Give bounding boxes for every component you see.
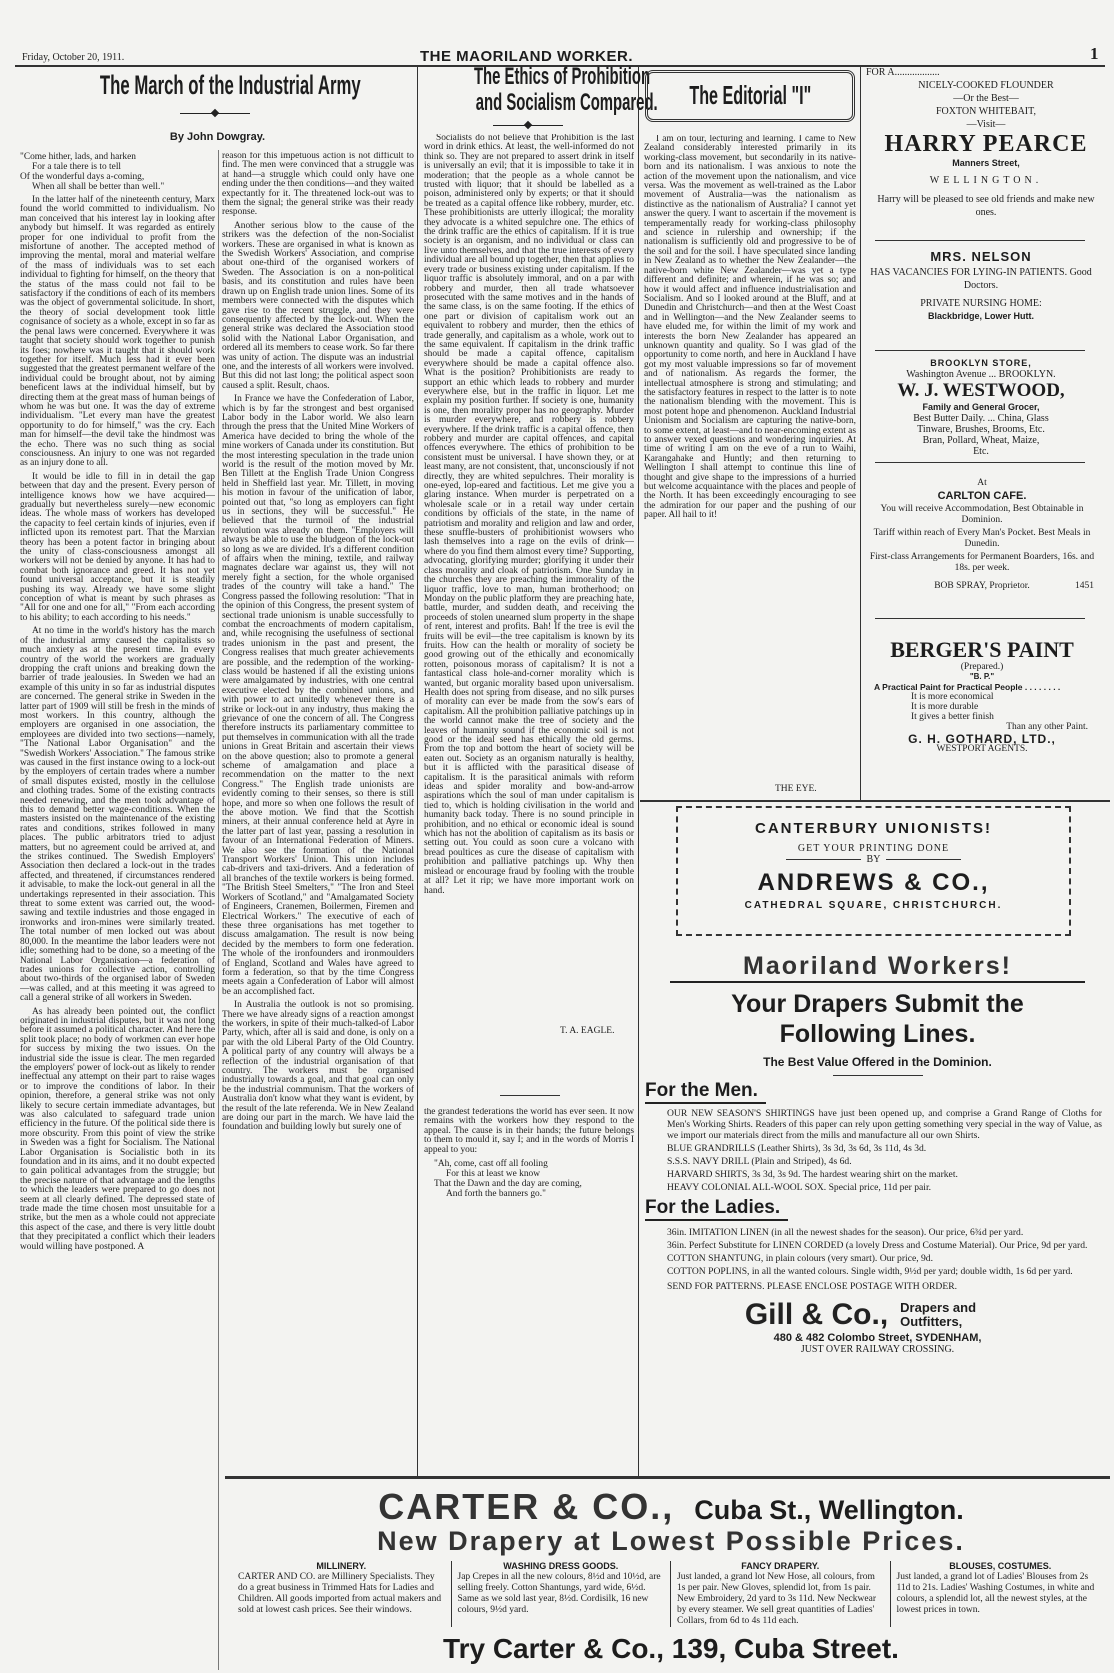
article-title-march bbox=[20, 70, 415, 101]
ad-headline: New Drapery at Lowest Possible Prices. bbox=[377, 1526, 965, 1556]
paragraph: It would be idle to fill in in detail the gap between that day and the present. Every person of intelligence knows how we have acquired—gradually but nevertheless surely—new economic ideas. The whole mass of workers has developed the capacity to feel certain kinds of injuries, even if inflicted upon its remotest part. That the Marxian theory has been a potent factor in bringing about the unity of class-consciousness amongst all workers will not be denied by anyone. It has had to combat both ignorance and greed. It has not yet found universal acceptance, but it is steadily pushing its way. Already we have some slight conception of what is meant by such phrases as "All for one and one for all," "From each according to his ability; to each according to his needs." bbox=[20, 471, 215, 623]
ad-headline: Try Carter & Co., 139, Cuba Street. bbox=[443, 1633, 899, 1664]
ad-text: GET YOUR PRINTING DONE bbox=[797, 843, 950, 854]
ad-text: HAS VACANCIES FOR LYING-IN PATIENTS. Good Doctors. bbox=[870, 267, 1092, 291]
ad-text: It is more economical bbox=[911, 692, 994, 702]
ad-text: WELLINGTON. bbox=[929, 175, 1043, 186]
verse-line: When all shall be better than well." bbox=[32, 182, 165, 192]
ad-divider bbox=[640, 800, 1110, 802]
ad-section bbox=[671, 1561, 891, 1627]
byline: By John Dowgray. bbox=[169, 131, 266, 143]
article-title-ethics bbox=[420, 63, 658, 116]
verse-line: Of the wonderful days a-coming, bbox=[20, 172, 145, 182]
ad-text: JUST OVER RAILWAY CROSSING. bbox=[800, 1344, 955, 1355]
ad-andrews-co bbox=[676, 806, 1071, 936]
ad-bergers-paint bbox=[866, 638, 1098, 754]
ad-text: —Or the Best— bbox=[953, 93, 1019, 104]
ad-divider bbox=[875, 350, 1085, 351]
ad-subheading: MILLINERY. bbox=[316, 1561, 367, 1571]
verse-line: For a tale there is to tell bbox=[32, 162, 122, 172]
article-divider bbox=[500, 1095, 560, 1096]
ad-text: It gives a better finish bbox=[911, 712, 994, 722]
paragraph: reason for this impetuous action is not difficult to find. The men were convinced that a struggle was at hand—a struggle which could only have one ending under the then conditions—and they waited expectantly for it. The threatened lock-out was to them the signal; the general strike was their ready response. bbox=[222, 152, 414, 218]
ad-text: NICELY-COOKED FLOUNDER bbox=[918, 80, 1054, 91]
ad-divider bbox=[875, 240, 1085, 241]
headline-text: The Ethics of Prohibition bbox=[473, 63, 651, 90]
ad-headline: CARTER & CO., bbox=[378, 1486, 675, 1527]
signature: THE EYE. bbox=[775, 784, 817, 794]
paragraph: As has already been pointed out, the conflict originated in industrial disputes, but it was not long before it assumed a political character. And here the split took place; no body of workmen can ever hope for success by mixing the two issues. On the industrial side the issue is clear. The men regarded the employers' power of lock-out as likely to render ineffectual any attempt on their part to raise wages or to improve the conditions of labor. In their opinion, therefore, a general strike was not only likely to secure certain immediate advantages, but was also calculated to safeguard trade union efficiency in the future. Of the political side there is more obscurity. From this point of view the strike in Sweden was a fight for Socialism. The National Labor Organisation is Socialistic both in its foundation and in its aims, and it no doubt expected to gain political advantages from the struggle; but the precise nature of that advantage and the lengths to which the leaders were prepared to go does not seem at all clearly defined. The depressed state of trade made the time chosen most unsuitable for a strike, but the men as a whole could not appreciate this aspect of the case, and there is very little doubt that they precipitated a conflict which their leaders would willing have postponed. A bbox=[20, 1006, 215, 1252]
ad-text: FOR A.................. bbox=[866, 67, 940, 78]
ad-divider bbox=[875, 618, 1085, 619]
ad-headline: CANTERBURY UNIONISTS! bbox=[754, 820, 992, 837]
ad-text: WESTPORT AGENTS. bbox=[936, 744, 1028, 754]
price-item: HARVARD SHIRTS, 3s 3d, 3s 9d. The hardest wearing shirt on the market. bbox=[667, 1169, 958, 1180]
ad-text: (Prepared.) bbox=[960, 662, 1004, 672]
paragraph: At no time in the world's history has the march of the industrial army caused the capitalists so much anxiety as at the present time. In every country of the world the workers are gradually dropping the craft unions and breaking down the barrier of trade jealousies. In Sweden we had an example of this unity in so far as industrial disputes are concerned. The general strike in Sweden in the latter part of 1909 will still be fresh in the minds of most workers. In this country, although the employers are organised in one association, the employees are divided into two sections—namely, "The National Labor Organisation" and the "Swedish Workers' Association." The famous strike was caused in the first instance owing to a lock-out by the employers of certain trades where a number of small disputes existed, mostly in the cellulose and clothing trades. Some of the existing contracts needed renewing, and the men took advantage of this to demand better wage-conditions. When the masters insisted on the maintenance of the existing rates and conditions, strikes followed in many places. The public arbitrators tried to adjust matters, but no agreement could be arrived at, and the strikes continued. The Swedish Employers' Association then declared a lock-out in the trades affected, and threatened, if circumstances rendered it advisable, to make the lock-out general in all the undertakings represented in their association. This threat to some extent was carried out, the wood-sawing and textile industries and those engaged in ironworks and iron-mines were similarly treated. The total number of men locked out was about 80,000. In the meantime the labor leaders were not idle; something had to be done, so a meeting of the National Labor Organisation—a federation of trades unions for collective action, controlling about two-thirds of the organised labor of Sweden—was called, and at this meeting it was agreed to call a general strike of all workers in Sweden. bbox=[20, 626, 215, 1004]
ad-text: —Visit— bbox=[966, 119, 1006, 130]
ad-text: Best Butter Daily. ... China, Glass bbox=[913, 413, 1049, 424]
ad-text: 480 & 482 Colombo Street, SYDENHAM, bbox=[773, 1332, 982, 1344]
ad-section bbox=[891, 1561, 1111, 1627]
column-rule bbox=[417, 66, 418, 1476]
march-column-1 bbox=[20, 152, 215, 1667]
ad-headline: Gill & Co., bbox=[744, 1298, 889, 1331]
ad-headline: ANDREWS & CO., bbox=[757, 869, 990, 896]
price-item: COTTON SHANTUNG, in plain colours (very smart). Our price, 9d. bbox=[667, 1253, 934, 1264]
ad-text: Drapers and Outfitters, bbox=[900, 1300, 977, 1329]
ad-text: "B. P." bbox=[969, 672, 995, 681]
march-column-2 bbox=[222, 152, 414, 1444]
ad-headline: CARLTON CAFE. bbox=[937, 489, 1027, 502]
price-item: COTTON POPLINS, in all the wanted colours. Single width, 9½d per yard; double width, 1s 6d per yard. bbox=[667, 1266, 1073, 1277]
ad-headline: Maoriland Workers! bbox=[670, 952, 1085, 983]
ad-headline: HARRY PEARCE bbox=[884, 131, 1088, 157]
headline-text: The Editorial "I" bbox=[689, 80, 811, 110]
verse-line: "Ah, come, cast off all fooling bbox=[434, 1159, 548, 1170]
ad-text: Just landed, a grand lot New Hose, all colours, from 1s per pair. New Gloves, splendid lot, from 1s pair. New Embroidery, 2d yard to 3s 11d. New Neckwear by every steamer. We sell great quantities of Ladies' Collars, from 6d to 4s 11d each. bbox=[677, 1572, 876, 1626]
opening-verse bbox=[20, 152, 215, 192]
ad-text: SEND FOR PATTERNS. PLEASE ENCLOSE POSTAGE WITH ORDER. bbox=[667, 1281, 958, 1292]
ad-text: A Practical Paint for Practical People . . . . . . . . bbox=[874, 682, 1061, 692]
ad-text: The Best Value Offered in the Dominion. bbox=[763, 1055, 992, 1069]
ad-text: Etc. bbox=[973, 446, 989, 457]
ad-headline: Your Drapers Submit the bbox=[731, 990, 1024, 1018]
price-item: S.S.S. NAVY DRILL (Plain and Striped), 4s 6d. bbox=[667, 1156, 852, 1167]
divider bbox=[833, 1075, 923, 1076]
headline-text: and Socialism Compared. bbox=[475, 89, 658, 116]
paragraph: In Australia the outlook is not so promising. There we have already signs of a reaction amongst the workers, in spite of their much-talked-of Labor Party, which, after all is said and done, is only on a par with the old Liberal Party of the Old Country. A political party of any country will always be a reflection of the industrial organisation of that country. The workers must be organised industrially towards a goal, and that goal can only be the industrial communism. That the workers of Australia don't know what they want is evident, by the result of the late referenda. We in New Zealand are doing our part in the march. We have laid the foundation and building lowly but surely one of bbox=[222, 1000, 414, 1133]
ad-text: You will receive Accommodation, Best Obtainable in Dominion. bbox=[880, 504, 1084, 525]
ad-text: Blackbridge, Lower Hutt. bbox=[927, 311, 1034, 321]
newspaper-title: THE MAORILAND WORKER. bbox=[420, 48, 633, 65]
verse-line: That the Dawn and the day are coming, bbox=[434, 1179, 582, 1190]
ad-text: BY bbox=[866, 854, 881, 865]
article-title-editorial bbox=[645, 70, 855, 122]
price-item: BLUE GRANDRILLS (Leather Shirts), 3s 3d, 3s 6d, 3s 11d, 4s 3d. bbox=[667, 1143, 927, 1154]
ad-text: CATHEDRAL SQUARE, CHRISTCHURCH. bbox=[744, 900, 1003, 911]
ad-text: Than any other Paint. bbox=[1006, 722, 1088, 732]
column-rule bbox=[638, 66, 639, 1478]
section-heading: For the Men. bbox=[645, 1080, 766, 1104]
ad-headline: Cuba St., Wellington. bbox=[694, 1495, 964, 1525]
paragraph: Socialists do not believe that Prohibition is the last word in drink ethics. At least, the well-informed do not think so. They are not prepared to assert drink in itself is universally an evil; that it is impossible to take it in moderation; that the people as a whole cannot be trusted with liquor; that it should be labelled as a poison, administered only by experts; or that it should be treated as a capital offence like robbery, murder, etc. These prohibitionists are utterly illogical; the morality they advocate is a whited sepulchre one. The ethics of the drink traffic are the ethics of capitalism. If it is true society is an organism, and no individual or class can live unto themselves, and that the true interests of every individual are all bound up together, then that applies to every trade or business existing under capitalism. If the liquor traffic is absolutely immoral, and on a par with robbery and murder, then all trade whatsoever prosecuted with the same motives and in the hands of the same class, is on the same footing. If the ethics of one part or division of capitalism work out an equivalent to robbery and murder, then the ethics of trade generally, and capitalism as a whole, work out to the same equivalent. If capitalism in the drink traffic should be made a capital offence, capitalism everywhere should be made a capital offence also. What is the position? Prohibitionists are ready to support an ethic which leads to robbery and murder everywhere else, but in the traffic in liquor. Let me explain my position further. If society is one, humanity is one, then morality proper has no geography. Murder is murder everywhere, and robbery is robbery everywhere. If the drink traffic is a capital offence, then robbery and murder are capital offences, and capital offences everywhere. The ethics of prohibition to be consistent must be universal. I have shown they, or at least many, are not consistent, that, unconsciously if not directly, they are whited sepulchres. Their morality is one-eyed, lop-eared and factitious. Let me give you a glaring instance. When murder is perpetrated on a wholesale scale or in a retail way under certain conditions by officials of the state, in the name of patriotism and morality and religion and law and order, these snuffle-busters of prohibitionist wowsers who lash themselves into a rage on the evils of drink—where do you find them almost every time? Supporting, advocating, glorifying murder; glorifying it under their class morality and cloak of patriotism. One Sunday in the churches they are preaching the immorality of the liquor traffic, love to man, human brotherhood; on Monday on the public platform they are preaching hate, battle, murder, and sudden death, and receiving the proceeds of stolen unearned slum property in the shape of rent, interest and profits. Bah! If the tree is evil the fruits will be evil—the tree capitalism is known by its fruits. How can the health or morality of society be good growing out of the ethically and economically rotten, poisonous morass of capitalism? It is not a fantastical class hole-and-corner morality which is wanted, but organic morality based upon universalism. Health does not spring from disease, and no silk purses of morality can ever be made from the sow's ears of capitalism. All the prohibition palliative patchings up in the world cannot make the tree of society and the leaves of humanity sound if the economic soil is not good or the ideal seed has ethically the old germs. From the top and bottom the heart of society will be eaten out. Society as an organism naturally is healthy, but it is afflicted with the parasitical disease of capitalism. It is the parasitical animals with reform ideas and spider morality and bow-and-arrow aspirations which the soul of man under capitalism is tied to, which is holding civilisation in the world and humanity back today. There is no sound principle in prohibition, and no ethical or economic ideal is sound which has not the abolition of capitalism as its basis or setting out. You could as soon cure a volcano with bread poultices as cure the disease of capitalism with prohibition and palliative patchings up. Why then mislead or encourage fraud by fooling with the trouble at all? Let it rip; we have more important work on hand. bbox=[424, 134, 634, 896]
paragraph: Another serious blow to the cause of the strikers was the defection of the non-Socialist workers. These are organised in what is known as the Swedish Workers' Association, and comprise about one-third of the organised workers of Sweden. The Association is on a non-political basis, and its constitution and rules have been drawn up on English trade union lines. Some of its members were connected with the disputes which gave rise to the recent struggle, and they were consequently affected by the lock-out. When the general strike was declared the Association stood solid with the National Labor Organisation, and ordered all its members to cease work. So far there was unity of action. The dispute was an industrial one, and the interests of all workers were involved. But this did not last long; the political aspect soon caused a split. Result, chaos. bbox=[222, 220, 414, 391]
ad-headline: Following Lines. bbox=[779, 1020, 976, 1048]
editorial-body bbox=[644, 135, 856, 785]
signature: T. A. EAGLE. bbox=[560, 1026, 615, 1036]
ad-headline: G. H. GOTHARD, LTD., bbox=[908, 732, 1056, 746]
price-item: 36in. Perfect Substitute for LINEN CORDED (a lovely Dress and Costume Material). Our Price, 9d per yard. bbox=[667, 1240, 1088, 1251]
paragraph: In France we have the Confederation of Labor, which is by far the strongest and best organised Labor body in the Labor world. We also learn through the press that the United Mine Workers of America have decided to bring the whole of the mine workers of Canada under its constitution. But the most interesting speculation in the trade union world is the result of the motion moved by Mr. Ben Tillett at the English Trade Union Congress held in Sheffield last year. Mr. Tillett, in moving his motion in favour of the unification of labor, pointed out that, "so long as employers can fight us in sections, they will be successful." He believed that the turmoil of the industrial revolution was already on them. "Employers will always be able to use the bludgeon of the lock-out so long as we are divided. It's a different condition of affairs when the mining, textile, and railway magnates declare war against us, they will not merely fight a section, for the whole organised trades of the country will take a hand." The Congress passed the following resolution: "That in the opinion of this Congress, the present system of sectional trade unionism is unable successfully to combat the encroachments of modern capitalism, and, while recognising the usefulness of sectional trades unionism in the past and present, the Congress realises that much greater achievements are possible, and the redemption of the working-class would be hastened if all the existing unions were amalgamated by industries, with one central executive elected by the combined unions, and with power to act unitedly whenever there is a strike or lock-out in any industry, thus making the grievance of one the concern of all. The Congress therefore instructs its parliamentary committee to put themselves in communication with all the trade unions in Great Britain and ascertain their views on the above question; also to promote a general scheme of amalgamation and place a recommendation on the matter to the next Congress." The English trade unionists are evidently coming to their senses, so there is still hope, and more so when one follows the result of the above motion. We find that the Scottish miners, at their annual conference held at Ayre in the latter part of last year, passing a resolution in favour of an International Federation of Miners. We also see the formation of the National Transport Workers' Union. This union includes cab-drivers and taxi-drivers. And a federation of all branches of the textile workers is being formed. "The British Steel Smelters," "The Iron and Steel Workers of Scotland," and "Amalgamated Society of Engineers, Cranemen, Boilermen, Firemen and Electrical Workers." The executive of each of these three organisations has met together to discuss amalgamation. The result is now being decided by the members to form one federation. The whole of the ironfounders and ironmoulders of England, Scotland and Wales have agreed to form a federation, so that by the time Congress meets again a Confederation of Labor will almost be an accomplished fact. bbox=[222, 394, 414, 997]
column-rule bbox=[860, 66, 861, 801]
ad-text: CARTER AND CO. are Millinery Specialists. They do a great business in Trimmed Hats for Ladies and Children. All goods imported from actual makers and sold at lowest cash prices. See their windows. bbox=[238, 1572, 442, 1615]
ad-text: Washington Avenue ... BROOKLYN. bbox=[906, 369, 1056, 380]
closing-verse bbox=[424, 1159, 634, 1199]
ad-carlton-cafe bbox=[866, 478, 1098, 592]
verse-line: "Come hither, lads, and harken bbox=[20, 152, 136, 162]
ad-headline: MRS. NELSON bbox=[930, 249, 1032, 264]
price-item: HEAVY COLONIAL ALL-WOOL SOX. Special price, 11d per pair. bbox=[667, 1182, 932, 1193]
ad-text: FOXTON WHITEBAIT, bbox=[936, 106, 1036, 117]
march-continuation bbox=[424, 1108, 634, 1448]
headline-text: The March of the Industrial Army bbox=[99, 70, 361, 100]
ad-text: It is more durable bbox=[911, 702, 979, 712]
column-rule bbox=[218, 150, 219, 1670]
ad-divider bbox=[225, 1476, 1110, 1479]
ad-carter-co bbox=[232, 1486, 1110, 1665]
ad-text: Tinware, Brushes, Brooms, Etc. bbox=[917, 424, 1045, 435]
ad-gill-co bbox=[645, 952, 1110, 1355]
ad-subheading: FANCY DRAPERY. bbox=[741, 1561, 820, 1571]
ad-text: Manners Street, bbox=[952, 158, 1020, 168]
ad-divider bbox=[875, 462, 1085, 463]
ad-number: 1451 bbox=[1075, 581, 1094, 591]
ad-text: Family and General Grocer, bbox=[922, 402, 1040, 412]
ad-mrs-nelson bbox=[866, 250, 1096, 323]
ad-text: BOB SPRAY, Proprietor. bbox=[934, 581, 1030, 591]
ad-text: Jap Crepes in all the new colours, 8½d and 10½d, are selling freely. Cotton Shantungs, yard wide, 6½d. Same as we sold last year, 8½d. Cordisilk, 16 new colours, 9½d yard. bbox=[457, 1572, 661, 1615]
price-item: 36in. IMITATION LINEN (in all the newest shades for the season). Our price, 6¾d per yard. bbox=[667, 1227, 1024, 1238]
section-heading: For the Ladies. bbox=[645, 1197, 788, 1221]
ad-text: Just landed, a grand lot of Ladies' Blouses from 2s 11d to 21s. Ladies' Washing Costumes, in white and colours, a splendid lot, all the newest styles, at the lowest prices in town. bbox=[896, 1572, 1095, 1615]
ad-section bbox=[452, 1561, 672, 1627]
ad-text: PRIVATE NURSING HOME: bbox=[920, 298, 1042, 309]
ad-subheading: WASHING DRESS GOODS. bbox=[503, 1561, 619, 1571]
paragraph: In the latter half of the nineteenth century, Marx found the world committed to individualism. No man conceived that his interest lay in looking after anybody but himself. It was regarded as entirely proper for one individual to profit from the misfortune of another. The accepted method of improving the mental, moral and material welfare of the mass of individuals was to set each individual to fighting for himself, on the theory that the status of the mass could not fail to be satisfactory if the conditions of each of its members was the object of governmental solicitude. In short, the theory of social development took little cognisance of society as a whole, except in so far as the penal laws were concerned. Everywhere it was taught that society should work together to punish its foes; nowhere was it taught that it should work together for itself. Much less had it ever been suggested that the greatest permanent welfare of the individual could be brought about, not by aiming beneficent laws at the individual himself, but by directing them at the great mass of human beings of whom he was but one. It was the day of extreme individualism. "Let every man have the greatest opportunity to do for himself," was the cry. Each man for himself—the devil take the hindmost was the echo. There was no such thing as social consciousness. An injury to one was not regarded as an injury done to all. bbox=[20, 195, 215, 469]
verse-line: For this at least we know bbox=[446, 1169, 540, 1180]
ethics-body bbox=[424, 134, 634, 1026]
ad-headline: BERGER'S PAINT bbox=[890, 637, 1074, 662]
ad-section bbox=[232, 1561, 452, 1627]
ad-text: Tariff within reach of Every Man's Pocket. Best Meals in Dunedin. bbox=[873, 528, 1091, 549]
ornament-rule bbox=[493, 125, 563, 126]
verse-line: And forth the banners go." bbox=[446, 1189, 546, 1200]
ad-westwood bbox=[866, 358, 1096, 457]
ad-headline: W. J. WESTWOOD, bbox=[897, 380, 1065, 401]
ad-text: First-class Arrangements for Permanent Boarders, 16s. and 18s. per week. bbox=[869, 552, 1095, 573]
paragraph: I am on tour, lecturing and learning. I came to New Zealand considerably interested primarily in its working-class movement, but secondarily in its native-born and its nationalism. I was anxious to note the action of the movement upon the nationalism, and vice versa. Was the movement as well-trained as the Labor movement of Australia—was the nationalism as distinctive as the nationalism of Australia? I cannot yet answer the query. I want to ascertain if the movement is temperamentally ready for working-class philosophy and science in rulership and ownership; if the nationalism is sufficiently old and progressive to be of the soil and for the soil. I have speculated since landing in New Zealand as to whether the New Zealander—the native-born white New Zealander—was yet a type different and definite; and wherein, if he was so; and how it would affect and influence industrialisation and Socialism. And so I looked around at the Bluff, and at Dunedin and Christchurch—and then at the West Coast and in Wellington—and the New Zealander seems to have eluded me, for within the limit of my work and interests the born New Zealander has appeared an unknown quantity and quality. So I was glad of the opportunity to come north, and here in Auckland I have got my most valuable impressions so far of movement and of nationalism. As regards the former, the intellectual atmosphere is strong and stimulating; and the satisfactory features in respect to the latter is to note the nationalism blending with the movement. This is most potent hope and phenomenon. Auckland Industrial Unionism and Socialism are capturing the native-born, to some extent, at least—and to near-encoming extent as to answer vexed questions and wondering inquiries. At time of writing I am on the eve of a run to Waihi, Karangahake and Huntly; and then returning to Wellington I shall attempt to continue this line of thought and give shape to the impressions of a hurried but welcome acquaintance with the places and people of the North. It has been exceedingly encouraging to see the admiration for our paper and the pushing of our paper. All hail to it! bbox=[644, 135, 856, 521]
ad-text: At bbox=[977, 478, 987, 488]
ad-subheading: BLOUSES, COSTUMES. bbox=[949, 1561, 1052, 1571]
ad-harry-pearce bbox=[866, 66, 1106, 219]
ad-text: Harry will be pleased to see old friends and make new ones. bbox=[877, 194, 1095, 218]
ad-text: BROOKLYN STORE, bbox=[930, 358, 1032, 368]
ad-text: Bran, Pollard, Wheat, Maize, bbox=[922, 435, 1040, 446]
ad-text: OUR NEW SEASON'S SHIRTINGS have just been opened up, and comprise a Grand Range of Cloths for Men's Working Shirts. Readers of this paper can rely upon getting something very special in the way of Value, as we import our materials direct from the mills and manufacture all our own Shirts. bbox=[667, 1108, 1102, 1141]
paragraph: the grandest federations the world has ever seen. It now remains with the workers how they respond to the appeal. The cause is in their hands; the future belongs to them to mould it, say I; and in the words of Morris I appeal to you: bbox=[424, 1108, 634, 1155]
issue-date: Friday, October 20, 1911. bbox=[22, 52, 125, 63]
page-number: 1 bbox=[1090, 44, 1099, 63]
ornament-rule bbox=[180, 113, 250, 114]
